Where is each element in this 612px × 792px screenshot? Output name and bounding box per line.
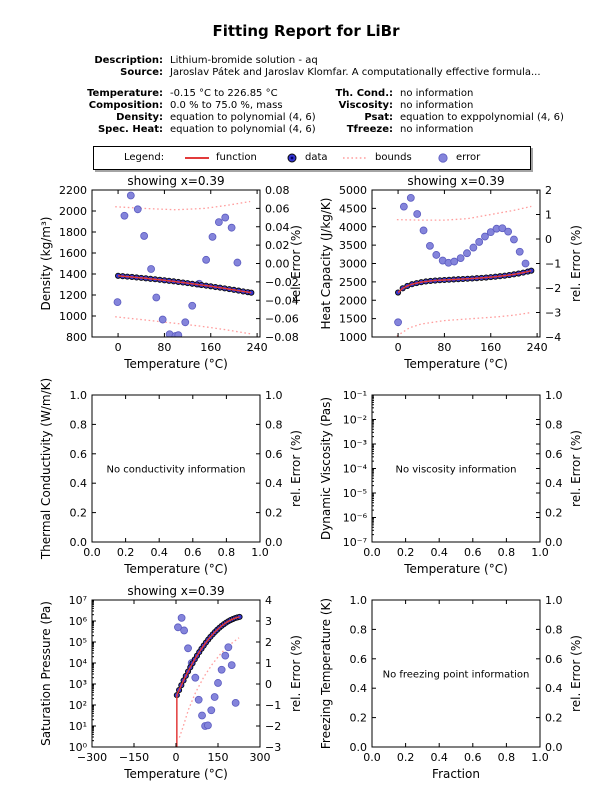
svg-text:0.8: 0.8 xyxy=(497,546,516,559)
svg-text:10⁰: 10⁰ xyxy=(68,741,87,754)
legend-function-label: function xyxy=(216,152,257,163)
data-marker-glyph xyxy=(286,152,298,167)
legend-bounds-label: bounds xyxy=(375,152,412,163)
svg-text:0.4: 0.4 xyxy=(430,751,448,764)
source-label: Source: xyxy=(120,67,163,78)
svg-text:0.8: 0.8 xyxy=(69,418,87,432)
svg-text:0.8: 0.8 xyxy=(265,418,283,432)
temperature-value: -0.15 °C to 226.85 °C xyxy=(170,88,278,99)
svg-text:0.0: 0.0 xyxy=(363,751,381,764)
svg-text:1.0: 1.0 xyxy=(531,751,549,764)
svg-text:1400: 1400 xyxy=(59,268,87,281)
svg-text:0.6: 0.6 xyxy=(464,546,482,559)
svg-text:0.0: 0.0 xyxy=(83,546,101,559)
svg-text:10⁶: 10⁶ xyxy=(68,615,87,628)
svg-text:1500: 1500 xyxy=(339,312,367,326)
svg-text:0.6: 0.6 xyxy=(545,447,563,461)
error-dot-glyph xyxy=(437,152,449,167)
svg-text:1.0: 1.0 xyxy=(251,546,269,559)
density-value: equation to polynomial (4, 6) xyxy=(170,112,316,123)
temperature-label: Temperature: xyxy=(87,88,163,99)
chart-dynamic-viscosity xyxy=(310,381,590,586)
svg-text:−0.04: −0.04 xyxy=(265,294,299,308)
composition-value: 0.0 % to 75.0 %, mass xyxy=(170,100,283,111)
svg-text:10⁻⁷: 10⁻⁷ xyxy=(342,536,367,549)
svg-text:0.4: 0.4 xyxy=(545,477,563,491)
svg-text:1.0: 1.0 xyxy=(265,389,283,402)
svg-text:0.2: 0.2 xyxy=(545,711,563,725)
svg-text:0.8: 0.8 xyxy=(349,623,367,637)
svg-text:10³: 10³ xyxy=(68,678,87,691)
svg-text:showing x=0.39: showing x=0.39 xyxy=(127,584,225,598)
thcond-label: Th. Cond.: xyxy=(335,88,393,99)
svg-text:2: 2 xyxy=(545,184,552,197)
svg-text:0.8: 0.8 xyxy=(545,418,563,432)
thcond-value: no information xyxy=(400,88,474,99)
svg-text:0.4: 0.4 xyxy=(545,682,563,696)
svg-text:0.0: 0.0 xyxy=(363,546,381,559)
svg-text:10²: 10² xyxy=(68,699,87,712)
chart-freezing-temperature xyxy=(310,586,590,791)
viscosity-label: Viscosity: xyxy=(338,100,393,111)
tfreeze-label: Tfreeze: xyxy=(346,124,393,135)
svg-text:0.6: 0.6 xyxy=(349,652,367,666)
svg-text:Freezing Temperature (K): Freezing Temperature (K) xyxy=(319,597,333,750)
svg-text:0: 0 xyxy=(545,233,552,246)
svg-text:−300: −300 xyxy=(76,751,108,764)
property-row-1 xyxy=(0,88,612,100)
svg-text:1000: 1000 xyxy=(59,310,87,323)
svg-text:0.2: 0.2 xyxy=(545,506,563,520)
svg-text:2500: 2500 xyxy=(339,275,367,289)
svg-text:2200: 2200 xyxy=(59,184,87,197)
property-row-3 xyxy=(0,112,612,124)
svg-text:240: 240 xyxy=(246,341,268,354)
svg-text:2000: 2000 xyxy=(59,205,87,218)
viscosity-value: no information xyxy=(400,100,474,111)
svg-text:0.6: 0.6 xyxy=(464,751,482,764)
svg-text:showing x=0.39: showing x=0.39 xyxy=(127,174,225,188)
svg-text:Dynamic Viscosity (Pas): Dynamic Viscosity (Pas) xyxy=(319,396,333,541)
svg-text:1200: 1200 xyxy=(59,289,87,302)
svg-text:rel. Error (%): rel. Error (%) xyxy=(569,430,583,507)
svg-text:Saturation Pressure (Pa): Saturation Pressure (Pa) xyxy=(39,601,53,746)
svg-text:1.0: 1.0 xyxy=(69,389,87,402)
svg-text:No conductivity information: No conductivity information xyxy=(106,464,246,476)
svg-text:80: 80 xyxy=(157,341,172,354)
chart-heat-capacity xyxy=(310,176,590,381)
svg-text:0.6: 0.6 xyxy=(545,652,563,666)
svg-text:rel. Error (%): rel. Error (%) xyxy=(289,635,303,712)
svg-text:Temperature (°C): Temperature (°C) xyxy=(404,357,508,371)
svg-text:0.8: 0.8 xyxy=(545,623,563,637)
description-label: Description: xyxy=(94,55,163,66)
svg-text:0: 0 xyxy=(172,751,180,764)
chart-density xyxy=(30,176,310,381)
tfreeze-value: no information xyxy=(400,124,474,135)
svg-text:No viscosity information: No viscosity information xyxy=(395,464,517,476)
svg-text:1.0: 1.0 xyxy=(545,389,563,402)
svg-text:−1: −1 xyxy=(545,257,562,271)
svg-text:0: 0 xyxy=(394,341,402,354)
chart-thermal-conductivity xyxy=(30,377,310,586)
svg-text:−4: −4 xyxy=(545,331,562,344)
svg-text:0.8: 0.8 xyxy=(497,751,516,764)
svg-text:10⁻⁴: 10⁻⁴ xyxy=(342,462,367,476)
svg-text:160: 160 xyxy=(480,341,502,354)
legend-box xyxy=(93,146,531,170)
svg-text:−3: −3 xyxy=(265,741,282,754)
svg-text:2: 2 xyxy=(265,636,272,649)
svg-text:Temperature (°C): Temperature (°C) xyxy=(124,562,228,576)
psat-value: equation to exppolynomial (4, 6) xyxy=(400,112,564,123)
svg-text:0.4: 0.4 xyxy=(150,546,168,559)
svg-text:0: 0 xyxy=(265,678,272,691)
svg-text:1.0: 1.0 xyxy=(531,546,549,559)
svg-text:0.6: 0.6 xyxy=(184,546,202,559)
svg-text:1000: 1000 xyxy=(339,331,367,344)
bounds-line-glyph xyxy=(342,152,368,167)
svg-text:rel. Error (%): rel. Error (%) xyxy=(289,430,303,507)
legend-error-label: error xyxy=(456,152,481,163)
svg-text:−1: −1 xyxy=(265,699,282,712)
svg-text:240: 240 xyxy=(526,341,548,354)
svg-text:80: 80 xyxy=(437,341,452,354)
svg-text:0.2: 0.2 xyxy=(396,546,415,559)
svg-text:0.8: 0.8 xyxy=(217,546,236,559)
svg-text:Temperature (°C): Temperature (°C) xyxy=(124,357,228,371)
svg-text:3: 3 xyxy=(265,615,272,628)
svg-text:3500: 3500 xyxy=(339,239,367,253)
property-row-2 xyxy=(0,100,612,112)
svg-text:0.2: 0.2 xyxy=(69,506,87,520)
svg-text:0.0: 0.0 xyxy=(349,741,367,754)
description-row xyxy=(0,55,612,67)
svg-text:0.4: 0.4 xyxy=(349,682,367,696)
svg-text:0.4: 0.4 xyxy=(69,477,87,491)
svg-text:0.0: 0.0 xyxy=(545,536,563,549)
source-value: Jaroslav Pátek and Jaroslav Klomfar. A computationally effective formula... xyxy=(170,67,541,78)
svg-text:Temperature (°C): Temperature (°C) xyxy=(124,767,228,781)
svg-text:0.2: 0.2 xyxy=(265,506,283,520)
svg-text:Thermal Conductivity (W/m/K): Thermal Conductivity (W/m/K) xyxy=(39,377,53,560)
svg-text:0: 0 xyxy=(114,341,122,354)
svg-text:0.2: 0.2 xyxy=(396,751,415,764)
svg-text:0.06: 0.06 xyxy=(265,202,290,216)
svg-text:2000: 2000 xyxy=(339,294,367,308)
svg-text:0.2: 0.2 xyxy=(116,546,135,559)
svg-text:160: 160 xyxy=(200,341,222,354)
svg-text:10⁻⁵: 10⁻⁵ xyxy=(342,487,367,500)
svg-text:−0.08: −0.08 xyxy=(265,331,299,344)
svg-text:0.4: 0.4 xyxy=(430,546,448,559)
svg-text:1: 1 xyxy=(265,657,272,670)
svg-text:Temperature (°C): Temperature (°C) xyxy=(404,562,508,576)
svg-text:−0.02: −0.02 xyxy=(265,275,299,289)
svg-text:0.0: 0.0 xyxy=(545,741,563,754)
svg-text:10⁴: 10⁴ xyxy=(68,657,87,670)
svg-text:Heat Capacity (J/kg/K): Heat Capacity (J/kg/K) xyxy=(319,197,333,330)
svg-text:−2: −2 xyxy=(545,282,562,295)
svg-text:Density (kg/m³): Density (kg/m³) xyxy=(39,216,53,311)
svg-text:0.00: 0.00 xyxy=(265,257,290,271)
svg-text:Fraction: Fraction xyxy=(432,767,480,781)
svg-text:10⁵: 10⁵ xyxy=(68,636,87,649)
function-line-glyph xyxy=(184,152,210,167)
svg-text:showing x=0.39: showing x=0.39 xyxy=(407,174,505,188)
svg-text:−3: −3 xyxy=(545,306,562,320)
density-label: Density: xyxy=(116,112,163,123)
svg-text:10⁻²: 10⁻² xyxy=(342,413,367,427)
svg-text:−2: −2 xyxy=(265,720,282,733)
svg-text:300: 300 xyxy=(249,751,271,764)
svg-text:rel. Error (%): rel. Error (%) xyxy=(289,225,303,302)
svg-text:0.6: 0.6 xyxy=(265,447,283,461)
property-row-4 xyxy=(0,124,612,136)
chart-saturation-pressure xyxy=(30,586,310,791)
svg-text:0.4: 0.4 xyxy=(265,477,283,491)
psat-label: Psat: xyxy=(364,112,393,123)
svg-text:rel. Error (%): rel. Error (%) xyxy=(569,225,583,302)
legend-title: Legend: xyxy=(124,152,165,163)
svg-text:4000: 4000 xyxy=(339,220,367,234)
svg-text:0.6: 0.6 xyxy=(69,447,87,461)
svg-text:3000: 3000 xyxy=(339,257,367,271)
description-value: Lithium-bromide solution - aq xyxy=(170,55,318,66)
svg-text:−150: −150 xyxy=(118,751,150,764)
svg-text:0.0: 0.0 xyxy=(69,536,87,549)
svg-text:4500: 4500 xyxy=(339,202,367,216)
svg-text:5000: 5000 xyxy=(339,184,367,197)
svg-text:800: 800 xyxy=(66,331,87,344)
specheat-label: Spec. Heat: xyxy=(97,124,163,135)
svg-text:0.02: 0.02 xyxy=(265,239,290,253)
svg-text:No freezing point information: No freezing point information xyxy=(382,669,530,681)
svg-text:1.0: 1.0 xyxy=(545,594,563,607)
svg-text:10⁷: 10⁷ xyxy=(68,594,87,607)
svg-text:10⁻¹: 10⁻¹ xyxy=(342,389,367,402)
svg-text:1: 1 xyxy=(545,208,552,222)
svg-text:10¹: 10¹ xyxy=(68,720,87,733)
svg-text:150: 150 xyxy=(207,751,229,764)
svg-text:0.08: 0.08 xyxy=(265,184,290,197)
svg-text:0.0: 0.0 xyxy=(265,536,283,549)
svg-text:1.0: 1.0 xyxy=(349,594,367,607)
svg-text:4: 4 xyxy=(265,594,272,607)
legend-data-label: data xyxy=(305,152,328,163)
svg-text:10⁻⁶: 10⁻⁶ xyxy=(342,511,367,525)
svg-text:10⁻³: 10⁻³ xyxy=(342,438,367,451)
source-row xyxy=(0,67,612,79)
svg-text:rel. Error (%): rel. Error (%) xyxy=(569,635,583,712)
svg-text:1600: 1600 xyxy=(59,247,87,260)
svg-text:−0.06: −0.06 xyxy=(265,312,299,326)
composition-label: Composition: xyxy=(88,100,163,111)
page-title: Fitting Report for LiBr xyxy=(212,22,400,40)
svg-text:0.2: 0.2 xyxy=(349,711,367,725)
svg-text:0.04: 0.04 xyxy=(265,220,290,234)
specheat-value: equation to polynomial (4, 6) xyxy=(170,124,316,135)
svg-text:1800: 1800 xyxy=(59,226,87,239)
